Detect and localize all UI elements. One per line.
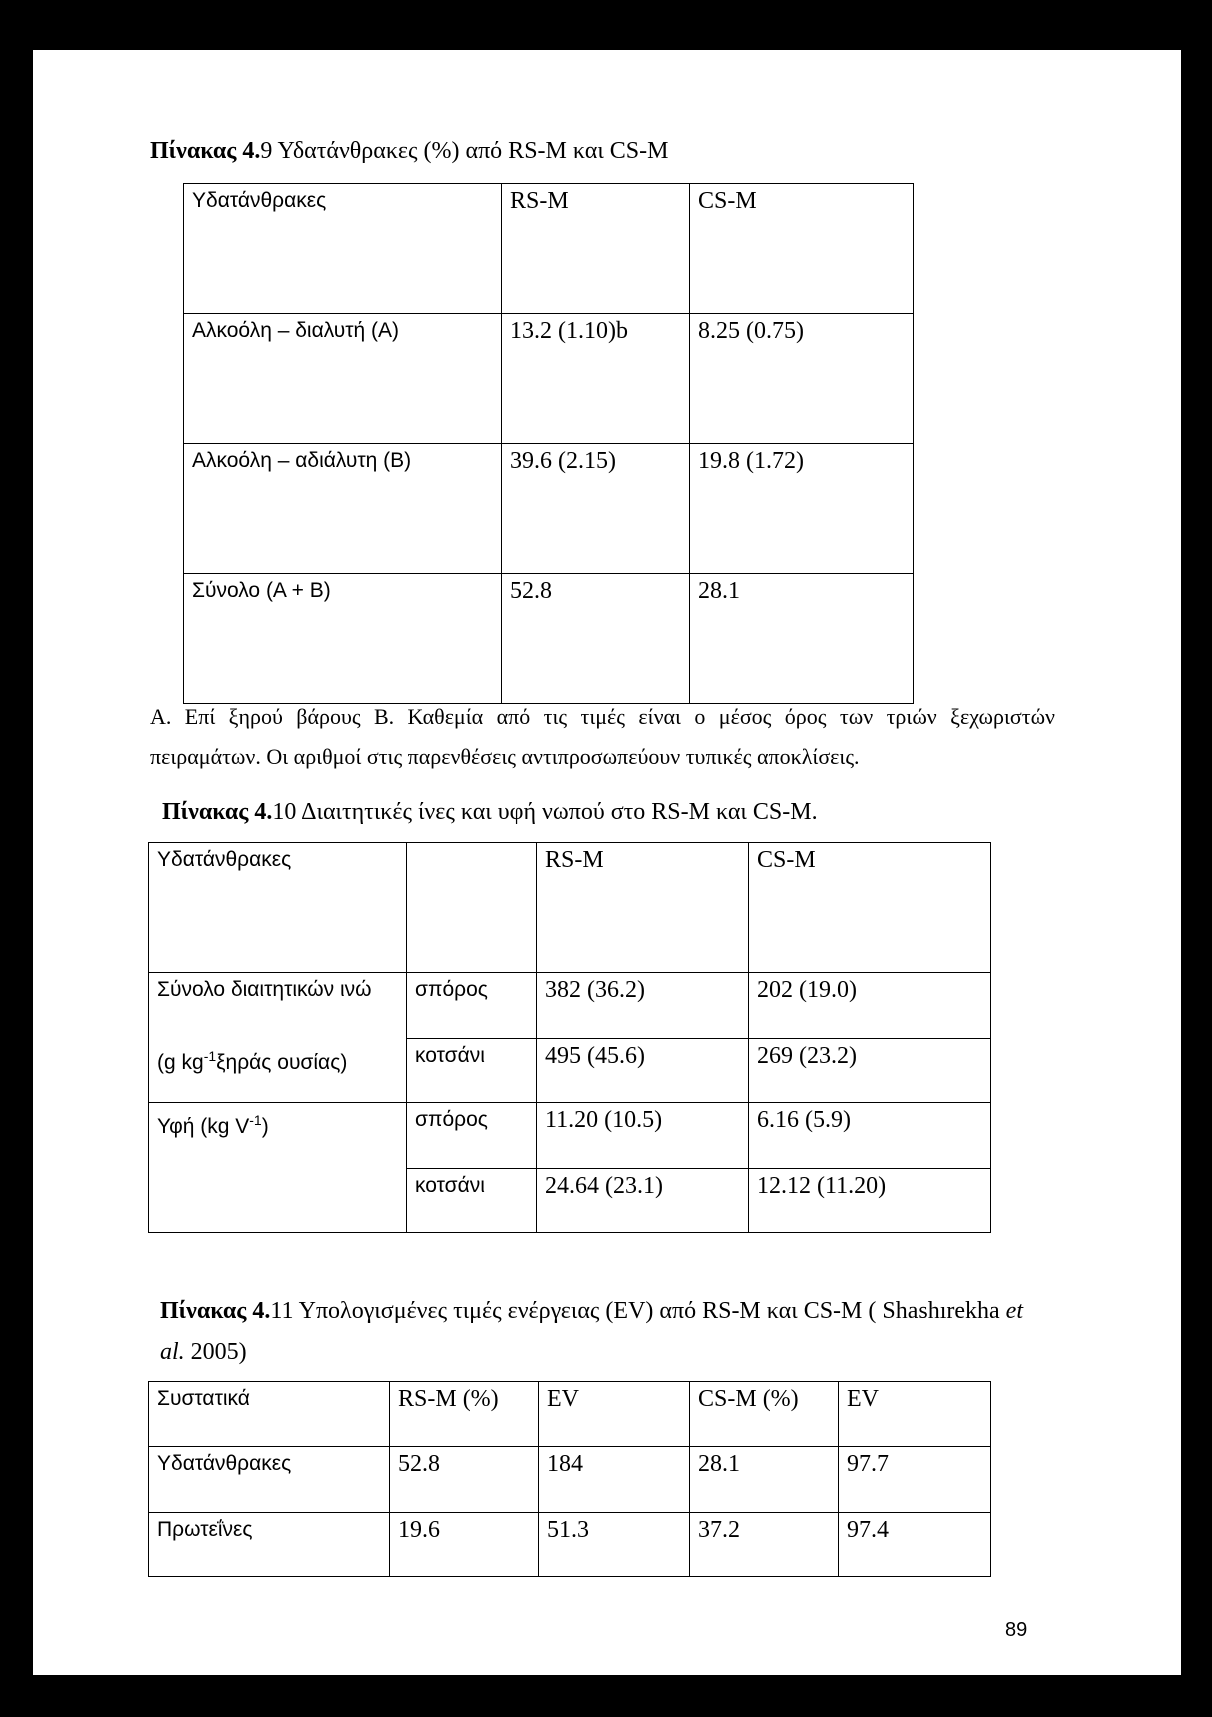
table2-header-cell: RS-M [537,843,749,973]
table3-caption: Πίνακας 4.11 Υπολογισμένες τιμές ενέργειας (EV) από RS-M και CS-M ( Shashırekha et [160,1298,1023,1324]
table3-cell: 97.4 [839,1513,991,1577]
table3-header-cell: EV [539,1382,690,1447]
table-row [149,1447,991,1513]
table1-cell: 52.8 [502,574,690,704]
table3-cell: 97.7 [839,1447,991,1513]
table-row [149,973,991,1039]
table2 [148,842,991,1233]
table3-header-row [149,1382,991,1447]
table2-group-label: Υφή (kg $V^{-1}$) [149,1103,407,1169]
table-row [149,1169,991,1233]
table-row [184,444,914,574]
table1 [183,183,914,704]
table3-cell: 51.3 [539,1513,690,1577]
footnote-line: πειραμάτων. Οι αριθμοί στις παρενθέσεις αντιπροσωπεύουν τυπικές αποκλίσεις. [150,744,860,769]
table2-caption: Πίνακας 4.10 Διαιτητικές ίνες και υφή νωπού στο RS-M και CS-M. [162,799,818,825]
table3-header-cell: CS-M (%) [690,1382,839,1447]
table1-cell: 13.2 (1.10)b [502,314,690,444]
table2-cell: κοτσάνι [407,1169,537,1233]
table3-header-cell: Συστατικά [149,1382,390,1447]
table-row [184,574,914,704]
table2-group-label: Σύνολο διαιτητικών ινώ [149,973,407,1039]
table-row [149,1103,991,1169]
table2-header-cell: Υδατάνθρακες [149,843,407,973]
table3-caption-line2: al. 2005) [160,1339,247,1365]
table-row [149,1039,991,1103]
table1-header-cell: RS-M [502,184,690,314]
table1-header-row [184,184,914,314]
table3-cell: 52.8 [390,1447,539,1513]
table3-cell: 28.1 [690,1447,839,1513]
table2-cell: 202 (19.0) [749,973,991,1039]
table3-cell: 19.6 [390,1513,539,1577]
table2-group-label-empty [149,1169,407,1233]
table2-group-label: (g $kg^{-1}\xi\eta\rho ά\varsigma$ ουσίας) [149,1039,407,1103]
table1-cell: Σύνολο (Α + Β) [184,574,502,704]
table1-cell: 28.1 [690,574,914,704]
table3-header-cell: RS-M (%) [390,1382,539,1447]
footnote-line: Α. Επί ξηρού βάρους Β. Καθεμία από τις τιμές είναι ο μέσος όρος των τριών ξεχωριστών [150,704,1055,729]
table3-header-cell: EV [839,1382,991,1447]
table1-footnote [150,697,1055,777]
table1-cell: Αλκοόλη – διαλυτή (Α) [184,314,502,444]
table2-header-cell [407,843,537,973]
table3-cell: 184 [539,1447,690,1513]
table3-cell: Πρωτεΐνες [149,1513,390,1577]
table-row [149,1513,991,1577]
table2-cell: 382 (36.2) [537,973,749,1039]
table1-caption: Πίνακας 4.9 Υδατάνθρακες (%) από RS-M και CS-M [150,138,669,164]
table2-header-row [149,843,991,973]
table2-cell: 495 (45.6) [537,1039,749,1103]
table2-cell: σπόρος [407,1103,537,1169]
page-number: 89 [1005,1619,1028,1641]
table2-cell: 11.20 (10.5) [537,1103,749,1169]
table1-header-cell: CS-M [690,184,914,314]
table1-header-cell: Υδατάνθρακες [184,184,502,314]
table1-cell: 39.6 (2.15) [502,444,690,574]
table-row [184,314,914,444]
table2-cell: 12.12 (11.20) [749,1169,991,1233]
table2-cell: κοτσάνι [407,1039,537,1103]
table3-cell: Υδατάνθρακες [149,1447,390,1513]
table1-cell: 8.25 (0.75) [690,314,914,444]
table2-cell: 269 (23.2) [749,1039,991,1103]
table3 [148,1381,991,1577]
table2-cell: σπόρος [407,973,537,1039]
table1-cell: Αλκοόλη – αδιάλυτη (Β) [184,444,502,574]
table3-cell: 37.2 [690,1513,839,1577]
table2-cell: 24.64 (23.1) [537,1169,749,1233]
table1-cell: 19.8 (1.72) [690,444,914,574]
table2-header-cell: CS-M [749,843,991,973]
table2-cell: 6.16 (5.9) [749,1103,991,1169]
